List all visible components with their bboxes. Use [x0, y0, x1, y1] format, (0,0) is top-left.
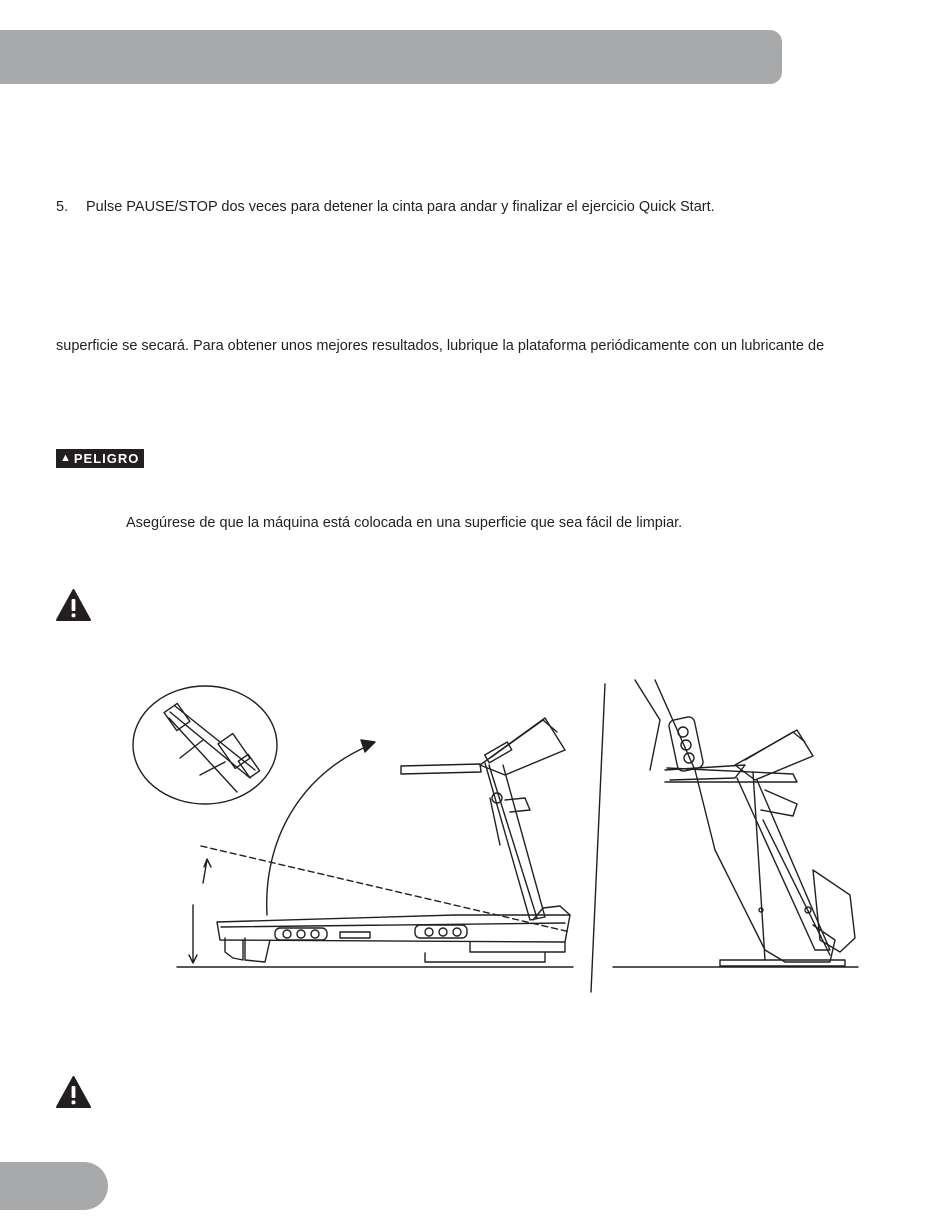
- danger-text: Asegúrese de que la máquina está colocada en una superficie que sea fácil de limpiar.: [126, 515, 683, 531]
- step-text: Pulse PAUSE/STOP dos veces para detener la cinta para andar y finalizar el ejercicio Quick Start.: [86, 199, 715, 215]
- step-5: [56, 198, 715, 216]
- treadmill-folding-diagram: [125, 670, 870, 1000]
- header-bar: [0, 30, 782, 84]
- warning-triangle-icon: ▲: [60, 452, 72, 464]
- danger-label: [56, 449, 144, 468]
- page-number-tab: [0, 1162, 108, 1210]
- latch-detail-magnifier: [133, 686, 277, 804]
- danger-label-text: PELIGRO: [73, 451, 140, 466]
- step-number: 5.: [56, 199, 69, 215]
- warning-triangle-icon: [56, 589, 91, 621]
- warning-triangle-icon: [56, 1076, 91, 1108]
- lubrication-paragraph: superficie se secará. Para obtener unos mejores resultados, lubrique la plataforma periódicamente con un lubricante de: [56, 338, 825, 354]
